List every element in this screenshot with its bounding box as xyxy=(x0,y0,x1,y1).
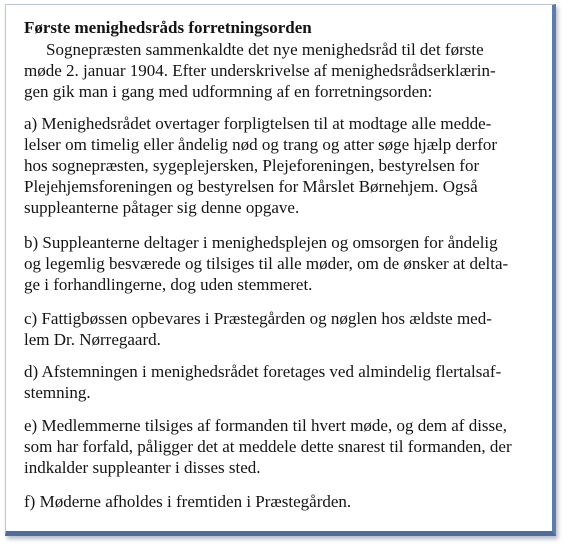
document-page xyxy=(5,4,556,536)
item-e-line: indkalder suppleanter i disses sted. xyxy=(24,458,261,477)
item-a-line: Plejehjemsforeningen og bestyrelsen for Mårslet Børnehjem. Også xyxy=(24,177,478,196)
intro-line: Sognepræsten sammenkaldte det nye menighedsråd til det første xyxy=(46,40,484,59)
intro-line: møde 2. januar 1904. Efter underskrivelse af menighedsrådserklærin- xyxy=(24,61,496,80)
item-a-paragraph xyxy=(24,113,556,218)
item-f-line: f) Møderne afholdes i fremtiden i Præstegården. xyxy=(24,492,352,511)
item-e-line: som har forfald, påligger det at meddele dette snarest til formanden, der xyxy=(24,437,512,456)
item-c-line: lem Dr. Nørregaard. xyxy=(24,330,161,349)
document-body xyxy=(24,17,556,512)
item-d-paragraph xyxy=(24,361,556,403)
document-title: Første menighedsråds forretningsorden xyxy=(24,18,312,37)
item-a-line: suppleanterne påtager sig denne opgave. xyxy=(24,198,300,217)
item-b-paragraph xyxy=(24,232,556,295)
item-c-line: c) Fattigbøssen opbevares i Præstegården og nøglen hos ældste med- xyxy=(24,309,492,328)
item-a-line: lelser om timelig eller åndelig nød og trang og atter søge hjælp derfor xyxy=(24,135,498,154)
item-a-line: a) Menighedsrådet overtager forpligtelsen til at modtage alle medde- xyxy=(24,114,492,133)
item-b-line: b) Suppleanterne deltager i menighedsplejen og omsorgen for åndelig xyxy=(24,233,498,252)
item-d-line: d) Afstemningen i menighedsrådet foretages ved almindelig flertalsaf- xyxy=(24,362,502,381)
item-f-paragraph xyxy=(24,491,556,512)
item-d-line: stemning. xyxy=(24,383,91,402)
item-e-line: e) Medlemmerne tilsiges af formanden til hvert møde, og dem af disse, xyxy=(24,416,507,435)
item-c-paragraph xyxy=(24,308,556,350)
item-e-paragraph xyxy=(24,415,556,478)
item-b-line: ge i forhandlingerne, dog uden stemmeret. xyxy=(24,275,313,294)
item-b-line: og legemlig besværede og tilsiges til alle møder, om de ønsker at delta- xyxy=(24,254,509,273)
intro-line: gen gik man i gang med udformning af en forretningsorden: xyxy=(24,82,433,101)
intro-paragraph xyxy=(24,39,556,102)
item-a-line: hos sognepræsten, sygeplejersken, Plejeforeningen, bestyrelsen for xyxy=(24,156,480,175)
